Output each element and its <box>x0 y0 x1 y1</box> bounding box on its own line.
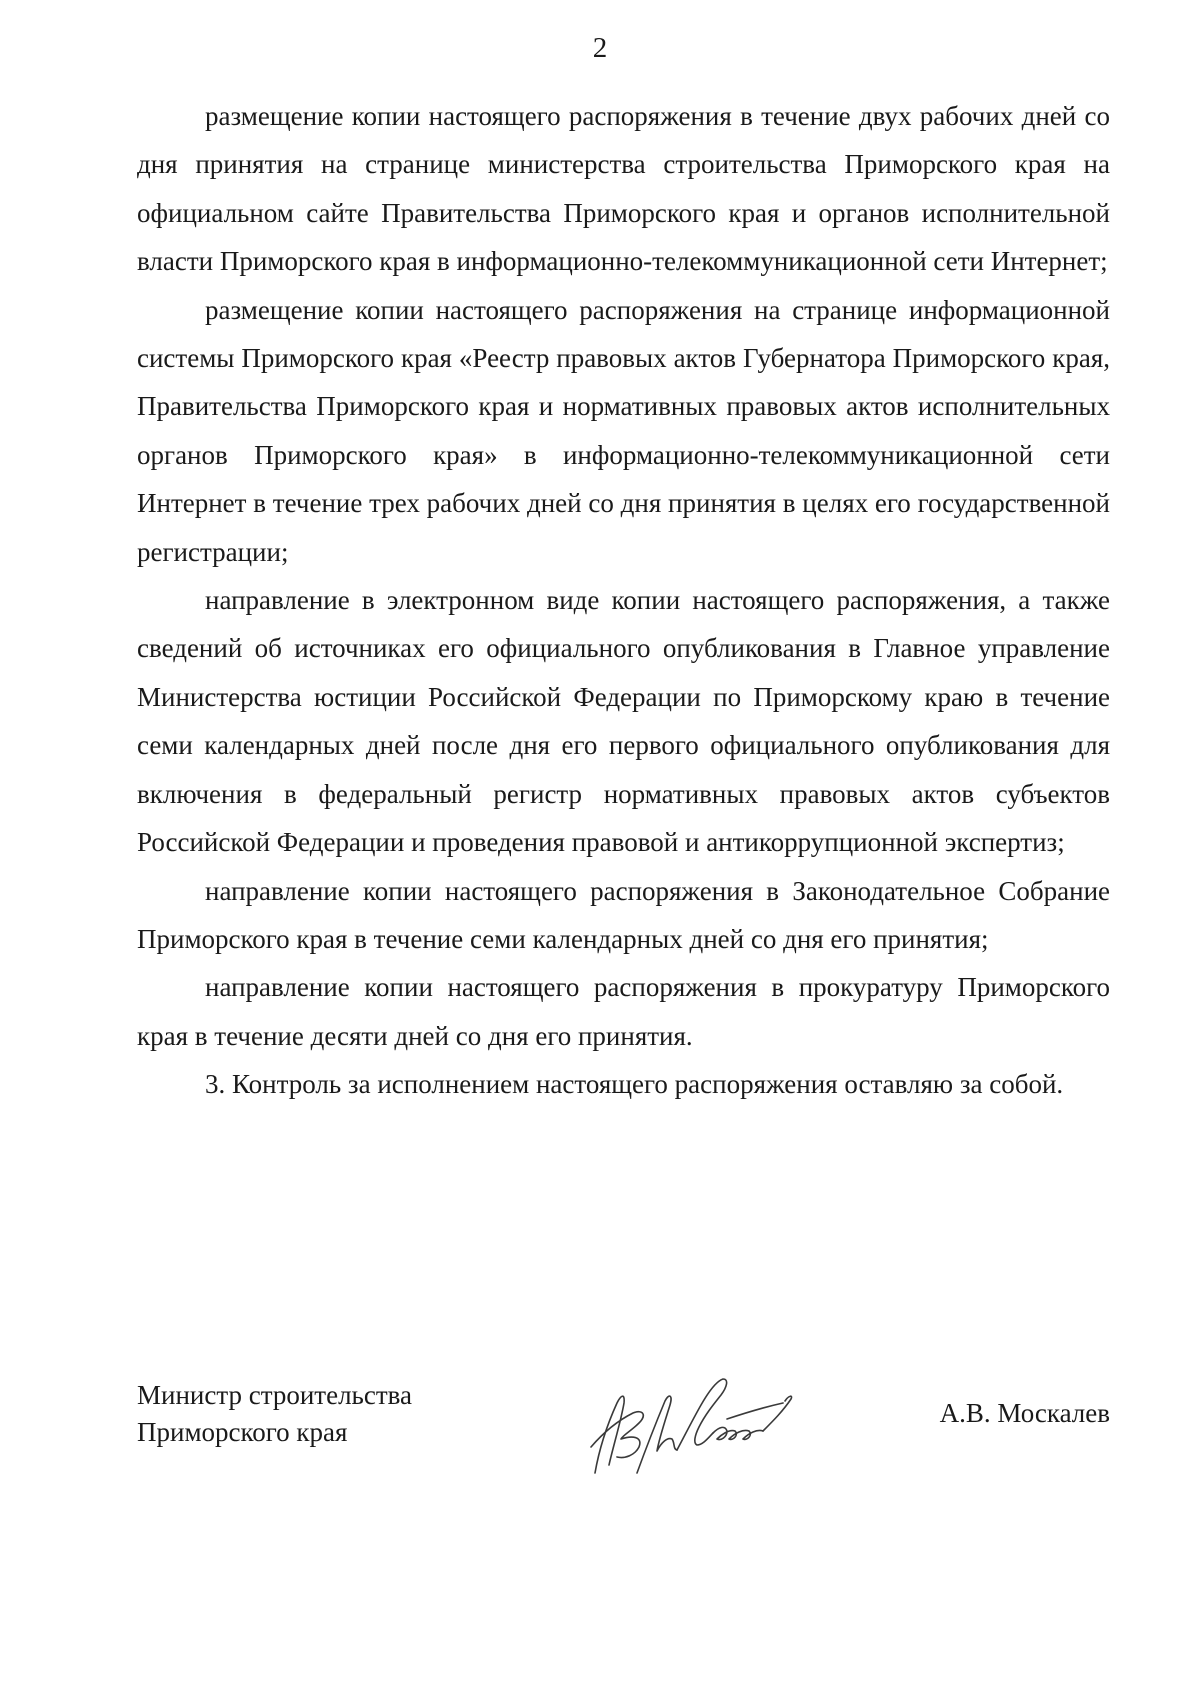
signer-position-line1: Министр строительства <box>137 1380 413 1410</box>
paragraph-registry-publication: размещение копии настоящего распоряжения на странице информационной системы Приморского края «Реестр правовых актов Губернатора Приморского края, Правительства Приморского края и нормативных правовых актов исполнительных органов Приморского края» в информационно-телекоммуникационной сети Интернет в течение трех рабочих дней со дня принятия в целях его государственной регистрации; <box>137 294 1110 567</box>
handwritten-signature <box>577 1355 807 1485</box>
signer-position <box>137 1377 412 1451</box>
signature-block <box>137 1377 1110 1487</box>
page-number: 2 <box>592 32 608 64</box>
paragraph-prosecutor-office: направление копии настоящего распоряжения в прокуратуру Приморского края в течение десяти дней со дня его принятия. <box>137 972 1110 1051</box>
document-body <box>137 92 1110 1109</box>
signer-position-line2: Приморского края <box>137 1417 348 1447</box>
paragraph-legislative-assembly: направление копии настоящего распоряжения в Законодательное Собрание Приморского края в течение семи календарных дней со дня его принятия; <box>137 875 1110 954</box>
signer-name: А.В. Москалев <box>939 1398 1110 1428</box>
paragraph-website-publication: размещение копии настоящего распоряжения в течение двух рабочих дней со дня принятия на странице министерства строительства Приморского края на официальном сайте Правительства Приморского края и органов исполнительной власти Приморского края в информационно-телекоммуникационной сети Интернет; <box>137 101 1110 277</box>
paragraph-control-clause: 3. Контроль за исполнением настоящего распоряжения оставляю за собой. <box>205 1069 1064 1100</box>
paragraph-ministry-of-justice: направление в электронном виде копии настоящего распоряжения, а также сведений об источниках его официального опубликования в Главное управление Министерства юстиции Российской Федерации по Приморскому краю в течение семи календарных дней после дня его первого официального опубликования для включения в федеральный регистр нормативных правовых актов субъектов Российской Федерации и проведения правовой и антикоррупционной экспертиз; <box>137 585 1110 858</box>
